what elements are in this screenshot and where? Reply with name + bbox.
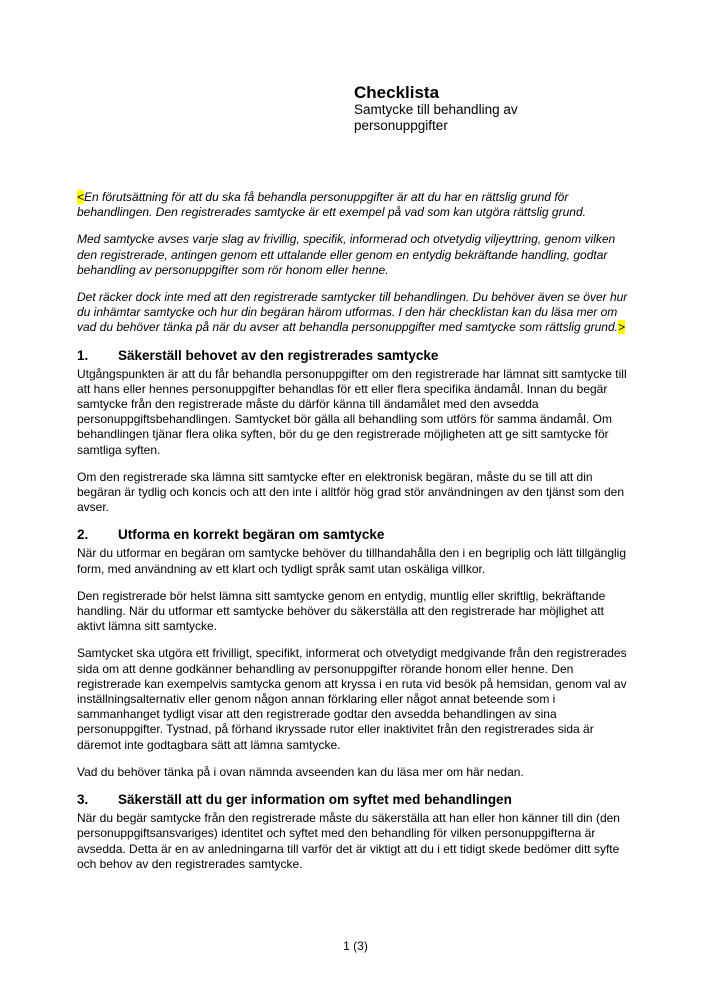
- section-2: [77, 527, 634, 780]
- body-paragraph: Om den registrerade ska lämna sitt samtycke efter en elektronisk begäran, måste du se till att din begäran är tydlig och koncis och att den inte i alltför hög grad stör användningen av den tjänst som den avser.: [77, 469, 625, 515]
- body-paragraph: När du utformar en begäran om samtycke behöver du tillhandahålla den i en begriplig och lätt tillgänglig form, med användning av ett klart och tydligt språk samt utan oskäliga villkor.: [77, 546, 626, 576]
- section-2-heading-text: Utforma en korrekt begäran om samtycke: [118, 527, 385, 543]
- page-number: 1 (3): [343, 939, 368, 953]
- highlight-close-mark: >: [617, 320, 625, 335]
- section-3-heading-text: Säkerställ att du ger information om syftet med behandlingen: [118, 792, 512, 808]
- section-1-body: [77, 367, 634, 516]
- section-2-heading: [77, 527, 634, 543]
- title-block: [354, 84, 634, 133]
- intro-paragraph-2: Med samtycke avses varje slag av frivillig, specifik, informerad och otvetydig viljeyttring, genom vilken den registrerade, antingen genom ett uttalande eller genom en entydig bekräftande handling, godtar behandling av personuppgifter som rör honom eller henne.: [77, 232, 616, 277]
- document-title: Checklista: [354, 83, 440, 102]
- section-1: [77, 348, 634, 516]
- section-1-heading-text: Säkerställ behovet av den registrerades samtycke: [118, 347, 439, 363]
- section-3-number: 3.: [77, 792, 89, 808]
- highlight-open-mark: <: [77, 190, 85, 204]
- intro-paragraph-3: [77, 290, 634, 336]
- section-1-heading: [77, 348, 634, 364]
- document-subtitle-line-1: Samtycke till behandling av: [354, 102, 518, 117]
- body-paragraph: Den registrerade bör helst lämna sitt samtycke genom en entydig, muntlig eller skriftlig, bekräftande handling. När du utformar ett samtycke behöver du säkerställa att den registrerade har möjlighet att aktivt lämna sitt samtycke.: [77, 588, 606, 634]
- intro-paragraph-3-text: Det räcker dock inte med att den registrerade samtycker till behandlingen. Du behöver även se över hur du inhämtar samtycke och hur din begäran härom utformas. I den här checklistan kan du läsa mer om vad du behöver tänka på när du avser att behandla personuppgifter med samtycke som rättslig grund.: [77, 290, 628, 335]
- body-paragraph: Samtycket ska utgöra ett frivilligt, specifikt, informerat och otvetydigt medgivande från den registrerades sida om att denne godkänner behandling av personuppgifter rörande honom eller henne. Den registrerade kan exempelvis samtycka genom att kryssa i en ruta vid besök på hemsidan, genom val av inställningsalternativ eller genom någon annan förklaring eller något annat beteende som i sammanhanget tydligt visar att den registrerade godtar den avsedda behandlingen av sina personuppgifter. Tystnad, på förhand ikryssade rutor eller inaktivitet från den registrerades sida är däremot inte godtagbara sätt att lämna samtycke.: [77, 646, 627, 752]
- body-paragraph: Vad du behöver tänka på i ovan nämnda avseenden kan du läsa mer om här nedan.: [77, 764, 524, 779]
- section-1-number: 1.: [77, 347, 89, 363]
- document-subtitle-line-2: personuppgifter: [354, 117, 448, 133]
- intro-paragraph-1: [77, 190, 634, 220]
- intro-paragraph-1-text: En förutsättning för att du ska få behandla personuppgifter är att du har en rättslig grund för behandlingen. Den registrerades samtycke är ett exempel på vad som kan utgöra rättslig grund.: [77, 190, 586, 220]
- section-3-body: [77, 811, 634, 872]
- section-3-heading: [77, 792, 634, 808]
- section-2-number: 2.: [77, 527, 89, 543]
- section-3: [77, 792, 634, 872]
- intro-block: [77, 190, 634, 336]
- document-content: [77, 84, 634, 884]
- body-paragraph: Utgångspunkten är att du får behandla personuppgifter om den registrerade har lämnat sitt samtycke till att hans eller hennes personuppgifter behandlas för ett eller flera specifika ändamål. Innan du begär samtycke från den registrerade måste du därför känna till ändamålet med den avsedda personuppgiftsbehandlingen. Samtycket bör gälla all behandling som utförs för samma ändamål. Om behandlingen tjänar flera olika syften, bör du ge den registrerade möjligheten att ge sitt samtycke för samtliga syften.: [77, 366, 627, 457]
- body-paragraph: När du begär samtycke från den registrerade måste du säkerställa att han eller hon känner till din (den personuppgiftsansvariges) identitet och syftet med den behandling för vilken personuppgifterna är avsedda. Detta är en av anledningarna till varför det är viktigt att du i ett tidigt skede bedömer ditt syfte och behov av den registrerades samtycke.: [77, 811, 620, 871]
- section-2-body: [77, 546, 634, 780]
